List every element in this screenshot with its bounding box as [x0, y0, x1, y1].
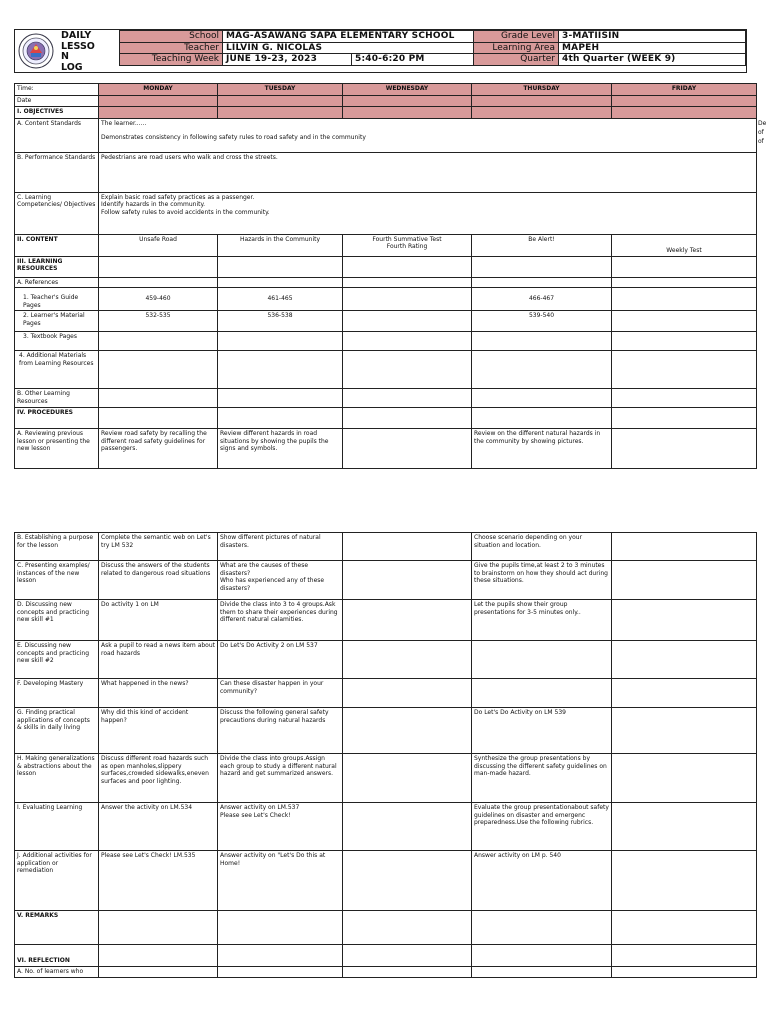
lm-tuesday: 536-538: [218, 311, 343, 332]
empty-cell: [612, 851, 757, 911]
proc-line: What are the causes of these disasters?: [220, 562, 309, 577]
proc-line: Answer activity on LM.537: [220, 804, 300, 811]
proc-b-tuesday: Show different pictures of natural disasters.: [218, 533, 343, 561]
proc-line: Who has experienced any of these disasters?: [220, 577, 325, 592]
empty-cell: [612, 945, 757, 967]
empty-cell: [472, 256, 612, 277]
content-monday: Unsafe Road: [99, 234, 218, 256]
empty-cell: [99, 256, 218, 277]
objectives-cell: [612, 106, 757, 118]
proc-g-monday: Why did this kind of accident happen?: [99, 708, 218, 754]
empty-cell: [218, 389, 343, 408]
empty-cell: [612, 561, 757, 600]
date-cell: [472, 96, 612, 107]
time-label: Time:: [15, 84, 99, 96]
performance-standards-label: B. Performance Standards: [15, 152, 99, 192]
proc-c-tuesday: [218, 561, 343, 600]
proc-f-monday: What happened in the news?: [99, 679, 218, 708]
time-value: 5:40-6:20 PM: [352, 54, 474, 66]
empty-cell: [99, 351, 218, 389]
week-value: JUNE 19-23, 2023: [223, 54, 352, 66]
day-tuesday: TUESDAY: [218, 84, 343, 96]
empty-cell: [472, 679, 612, 708]
empty-cell: [343, 429, 472, 469]
empty-cell: [343, 561, 472, 600]
proc-c-monday: Discuss the answers of the students related to dangerous road situations: [99, 561, 218, 600]
content-line: Fourth Summative Test: [372, 235, 442, 243]
proc-j-thursday: Answer activity on LM p. 540: [472, 851, 612, 911]
school-value: MAG-ASAWANG SAPA ELEMENTARY SCHOOL: [223, 31, 474, 43]
empty-cell: [612, 351, 757, 389]
objectives-cell: [343, 106, 472, 118]
other-resources-label: B. Other Learning Resources: [15, 389, 99, 408]
competency-line: Explain basic road safety practices as a passenger.: [101, 193, 255, 201]
competencies-text: [99, 192, 757, 234]
empty-cell: [343, 911, 472, 945]
empty-cell: [343, 600, 472, 641]
content-standards-label: A. Content Standards: [15, 118, 99, 152]
empty-cell: [472, 389, 612, 408]
proc-i-thursday: Evaluate the group presentationabout safety guidelines on disaster and emergenc preparedness.Use the following rubrics.: [472, 803, 612, 851]
proc-j-tuesday: Answer activity on "Let's Do this at Home!: [218, 851, 343, 911]
empty-cell: [472, 641, 612, 679]
empty-cell: [612, 754, 757, 803]
empty-cell: [99, 332, 218, 351]
proc-a-thursday: Review on the different natural hazards in the community by showing pictures.: [472, 429, 612, 469]
content-wednesday: [343, 234, 472, 256]
empty-cell: [99, 389, 218, 408]
proc-i-monday: Answer the activity on LM.534: [99, 803, 218, 851]
content-tuesday: Hazards in the Community: [218, 234, 343, 256]
proc-line: Please see Let's Check!: [220, 811, 291, 819]
resources-heading: III. LEARNING RESOURCES: [15, 256, 99, 277]
empty-cell: [99, 911, 218, 945]
empty-cell: [218, 911, 343, 945]
day-thursday: THURSDAY: [472, 84, 612, 96]
empty-cell: [343, 641, 472, 679]
empty-cell: [343, 708, 472, 754]
content-line: Fourth Rating: [386, 243, 428, 251]
area-label: Learning Area: [474, 42, 559, 54]
proc-e-tuesday: Do Let's Do Activity 2 on LM 537: [218, 641, 343, 679]
empty-cell: [472, 967, 612, 978]
tg-thursday: 466-467: [472, 288, 612, 311]
proc-g-tuesday: Discuss the following general safety precautions during natural hazards: [218, 708, 343, 754]
proc-b-monday: Complete the semantic web on Let's try LM 532: [99, 533, 218, 561]
empty-cell: [612, 288, 757, 311]
empty-cell: [612, 803, 757, 851]
header-info-table: [119, 30, 746, 66]
empty-cell: [612, 533, 757, 561]
content-thursday: Be Alert!: [472, 234, 612, 256]
dll-title-line: LESSO: [61, 40, 95, 52]
learners-material-label: 2. Learner's Material Pages: [15, 311, 99, 332]
overflow-text: De of of: [758, 120, 767, 145]
tg-tuesday: 461-465: [218, 288, 343, 311]
dll-title-line: LOG: [61, 61, 83, 73]
quarter-label: Quarter: [474, 54, 559, 66]
empty-cell: [343, 754, 472, 803]
day-wednesday: WEDNESDAY: [343, 84, 472, 96]
proc-a-monday: Review road safety by recalling the different road safety guidelines for passengers.: [99, 429, 218, 469]
proc-g-label: G. Finding practical applications of concepts & skills in daily living: [15, 708, 99, 754]
proc-h-thursday: Synthesize the group presentations by discussing the different safety guidelines on man-made hazard.: [472, 754, 612, 803]
reflection-heading: VI. REFLECTION: [15, 945, 99, 967]
proc-i-label: I. Evaluating Learning: [15, 803, 99, 851]
competency-line: Identify hazards in the community.: [101, 201, 206, 209]
dll-title-line: DAILY: [61, 30, 92, 41]
references-label: A. References: [15, 277, 99, 288]
proc-a-tuesday: Review different hazards in road situations by showing the pupils the signs and symbols.: [218, 429, 343, 469]
performance-standards-text: Pedestrians are road users who walk and cross the streets.: [99, 152, 757, 192]
deped-seal-icon: [18, 33, 54, 69]
date-cell: [343, 96, 472, 107]
empty-cell: [612, 408, 757, 429]
empty-cell: [343, 288, 472, 311]
empty-cell: [343, 945, 472, 967]
proc-g-thursday: Do Let's Do Activity on LM 539: [472, 708, 612, 754]
proc-f-label: F. Developing Mastery: [15, 679, 99, 708]
empty-cell: [343, 408, 472, 429]
proc-d-thursday: Let the pupils show their group presentations for 3-5 minutes only..: [472, 600, 612, 641]
empty-cell: [612, 641, 757, 679]
empty-cell: [343, 311, 472, 332]
learners-label: A. No. of learners who: [15, 967, 99, 978]
empty-cell: [343, 256, 472, 277]
empty-cell: [612, 967, 757, 978]
date-cell: [99, 96, 218, 107]
date-cell: [218, 96, 343, 107]
objectives-cell: [472, 106, 612, 118]
teacher-label: Teacher: [120, 42, 223, 54]
proc-h-tuesday: Divide the class into groups.Assign each group to study a different natural hazard and get summarized answers.: [218, 754, 343, 803]
empty-cell: [99, 945, 218, 967]
empty-cell: [612, 311, 757, 332]
area-value: MAPEH: [559, 42, 746, 54]
empty-cell: [99, 408, 218, 429]
dll-title: [61, 31, 117, 73]
empty-cell: [343, 389, 472, 408]
objectives-heading: I. OBJECTIVES: [15, 106, 99, 118]
empty-cell: [472, 408, 612, 429]
quarter-value: 4th Quarter (WEEK 9): [559, 54, 746, 66]
proc-j-monday: Please see Let's Check! LM.535: [99, 851, 218, 911]
proc-h-label: H. Making generalizations & abstractions about the lesson: [15, 754, 99, 803]
empty-cell: [218, 408, 343, 429]
empty-cell: [218, 256, 343, 277]
competencies-label: C. Learning Competencies/ Objectives: [15, 192, 99, 234]
empty-cell: [343, 351, 472, 389]
week-label: Teaching Week: [120, 54, 223, 66]
empty-cell: [343, 277, 472, 288]
teachers-guide-label: 1. Teacher's Guide Pages: [15, 288, 99, 311]
empty-cell: [343, 803, 472, 851]
date-cell: [612, 96, 757, 107]
tg-monday: 459-460: [99, 288, 218, 311]
empty-cell: [612, 256, 757, 277]
proc-a-label: A. Reviewing previous lesson or presenting the new lesson: [15, 429, 99, 469]
proc-h-monday: Discuss different road hazards such as open manholes,slippery surfaces,crowded sidewalks,eneven surfaces and poor lighting.: [99, 754, 218, 803]
empty-cell: [612, 332, 757, 351]
date-label: Date: [15, 96, 99, 107]
objectives-cell: [99, 106, 218, 118]
empty-cell: [472, 911, 612, 945]
proc-j-label: J. Additional activities for application or remediation: [15, 851, 99, 911]
proc-d-tuesday: Divide the class into 3 to 4 groups.Ask them to share their experiences during different natural calamities.: [218, 600, 343, 641]
content-standards-text: [99, 118, 757, 152]
empty-cell: [218, 945, 343, 967]
day-friday: FRIDAY: [612, 84, 757, 96]
dll-table-bottom: [14, 532, 757, 978]
empty-cell: [343, 679, 472, 708]
empty-cell: [99, 967, 218, 978]
proc-e-monday: Ask a pupil to read a news item about road hazards: [99, 641, 218, 679]
proc-f-tuesday: Can these disaster happen in your community?: [218, 679, 343, 708]
content-friday: Weekly Test: [612, 234, 757, 256]
dll-title-line: N: [61, 51, 69, 62]
grade-value: 3-MATIISIN: [559, 31, 746, 43]
proc-b-thursday: Choose scenario depending on your situation and location.: [472, 533, 612, 561]
remarks-heading: V. REMARKS: [15, 911, 99, 945]
empty-cell: [612, 679, 757, 708]
proc-c-thursday: Give the pupils time,at least 2 to 3 minutes to brainstorm on how they should act during these situations.: [472, 561, 612, 600]
empty-cell: [472, 277, 612, 288]
header-box: [14, 29, 747, 73]
empty-cell: [343, 851, 472, 911]
empty-cell: [343, 332, 472, 351]
content-standards-line: The learner......: [101, 119, 147, 127]
content-standards-line: Demonstrates consistency in following safety rules to road safety and in the community: [101, 134, 366, 142]
empty-cell: [99, 277, 218, 288]
lm-monday: 532-535: [99, 311, 218, 332]
proc-b-label: B. Establishing a purpose for the lesson: [15, 533, 99, 561]
competency-line: Follow safety rules to avoid accidents in the community.: [101, 208, 270, 216]
empty-cell: [472, 332, 612, 351]
empty-cell: [218, 332, 343, 351]
grade-label: Grade Level: [474, 31, 559, 43]
empty-cell: [612, 911, 757, 945]
school-label: School: [120, 31, 223, 43]
additional-materials-label: 4. Additional Materials from Learning Resources: [15, 351, 99, 389]
empty-cell: [218, 351, 343, 389]
textbook-label: 3. Textbook Pages: [15, 332, 99, 351]
empty-cell: [343, 967, 472, 978]
teacher-value: LILVIN G. NICOLAS: [223, 42, 474, 54]
proc-i-tuesday: [218, 803, 343, 851]
empty-cell: [612, 389, 757, 408]
proc-c-label: C. Presenting examples/ instances of the new lesson: [15, 561, 99, 600]
objectives-cell: [218, 106, 343, 118]
empty-cell: [218, 277, 343, 288]
lm-thursday: 539-540: [472, 311, 612, 332]
content-heading: II. CONTENT: [15, 234, 99, 256]
procedures-heading: IV. PROCEDURES: [15, 408, 99, 429]
proc-d-monday: Do activity 1 on LM: [99, 600, 218, 641]
proc-e-label: E. Discussing new concepts and practicing new skill #2: [15, 641, 99, 679]
empty-cell: [612, 429, 757, 469]
empty-cell: [472, 351, 612, 389]
empty-cell: [343, 533, 472, 561]
empty-cell: [612, 277, 757, 288]
empty-cell: [612, 600, 757, 641]
proc-d-label: D. Discussing new concepts and practicing new skill #1: [15, 600, 99, 641]
empty-cell: [218, 967, 343, 978]
empty-cell: [612, 708, 757, 754]
dll-table-top: [14, 83, 757, 469]
empty-cell: [472, 945, 612, 967]
day-monday: MONDAY: [99, 84, 218, 96]
